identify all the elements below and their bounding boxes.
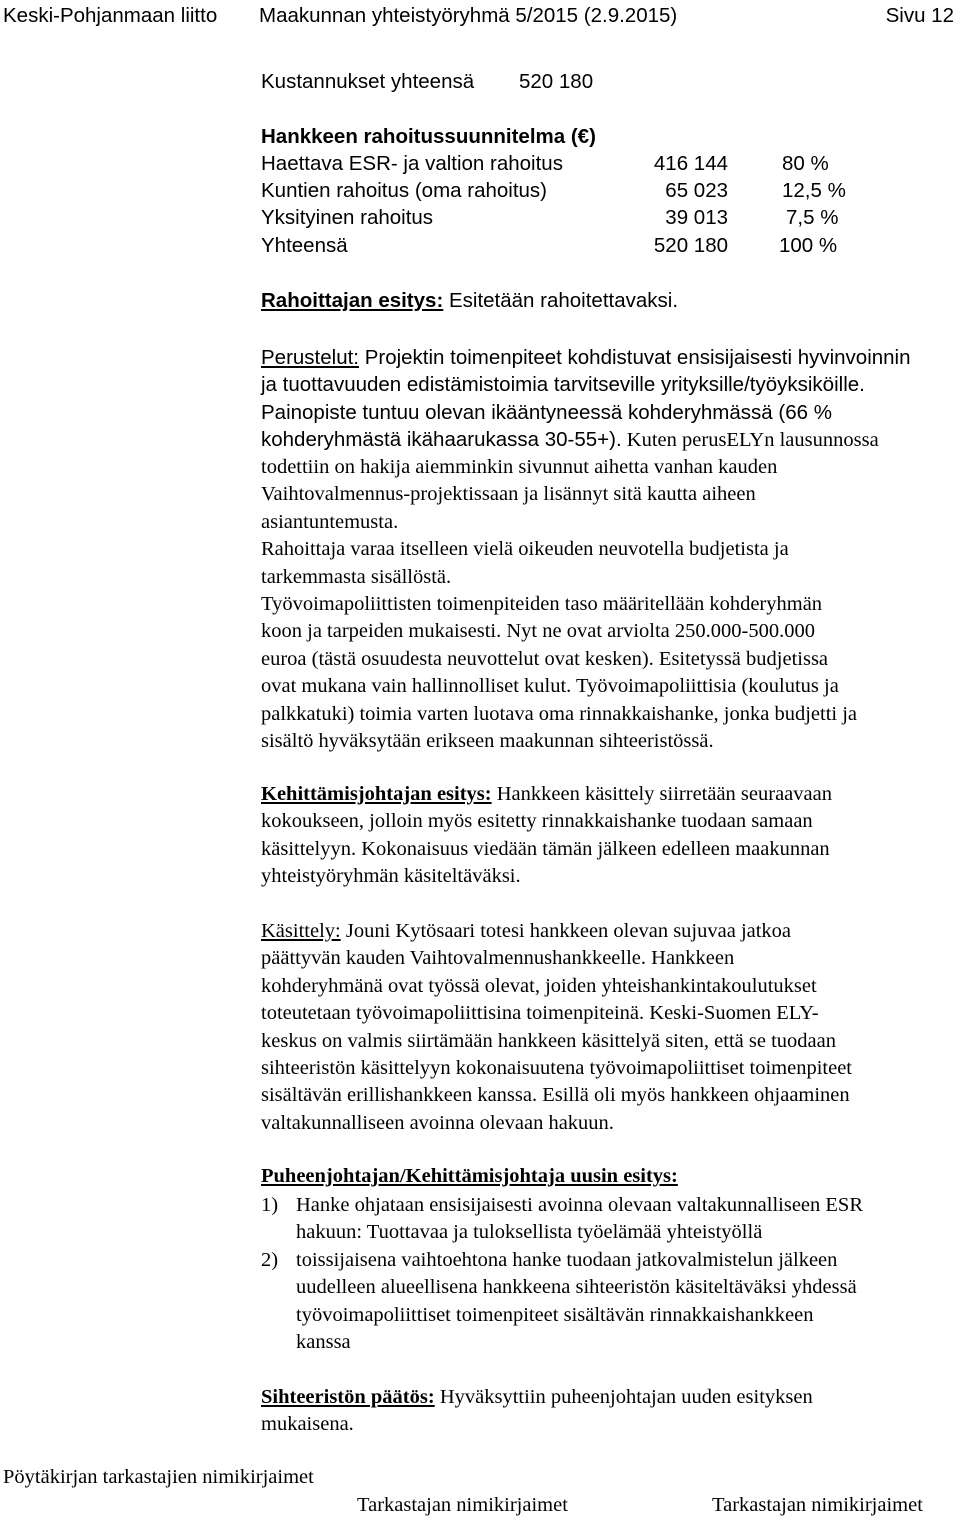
funding-row-label: Yhteensä — [261, 234, 348, 257]
financier-proposal — [261, 289, 678, 313]
decision-line: mukaisena. — [261, 1413, 354, 1436]
rationale-line: euroa (tästä osuudesta neuvottelut ovat kesken). Esitetyssä budjetissa — [261, 647, 829, 670]
director-proposal-line: Hankkeen käsittely siirretään seuraavaan — [491, 783, 832, 805]
funding-row — [261, 206, 861, 233]
rationale-paragraph-serif — [261, 454, 857, 755]
funding-row — [261, 234, 861, 261]
footer-signature-2: Tarkastajan nimikirjaimet — [712, 1494, 923, 1516]
rationale-paragraph — [261, 344, 911, 455]
funding-row-amount: 416 144 — [653, 152, 728, 175]
rationale-line: asiantuntemusta. — [261, 510, 399, 533]
rationale-line: Työvoimapoliittisten toimenpiteiden taso määritellään kohderyhmän — [261, 593, 823, 616]
rationale-heading: Perustelut: — [261, 346, 359, 369]
handling-line: sisältävän erillishankkeen kanssa. Esillä oli myös hankkeen ohjaaminen — [261, 1084, 850, 1107]
financier-proposal-heading: Rahoittajan esitys: — [261, 289, 444, 312]
decision-heading: Sihteeristön päätös: — [261, 1386, 435, 1408]
director-proposal-line: kokoukseen, jolloin myös esitetty rinnakkaishanke tuodaan samaan — [261, 810, 813, 833]
funding-row — [261, 152, 861, 179]
funding-row-label: Yksityinen rahoitus — [261, 206, 434, 229]
rationale-line: palkkatuki) toimia varten luotava oma rinnakkaishanke, jonka budjetti ja — [261, 702, 858, 725]
funding-row-share: 7,5 % — [786, 206, 839, 229]
handling — [261, 918, 852, 1137]
new-proposal-item-line: uudelleen alueellisena hankkeena sihteeristön käsiteltäväksi yhdessä — [296, 1276, 857, 1299]
funding-row-amount: 65 023 — [665, 179, 728, 202]
funding-row-amount: 520 180 — [653, 234, 728, 257]
funding-row-share: 80 % — [782, 152, 829, 175]
rationale-line: Painopiste tuntuu olevan ikääntyneessä kohderyhmässä (66 % — [261, 400, 832, 424]
new-proposal-item-line: työvoimapoliittiset toimenpiteet sisältävän rinnakkaishankkeen — [296, 1303, 814, 1326]
rationale-line: Kuten perusELYn lausunnossa — [621, 429, 879, 452]
header-organization: Keski-Pohjanmaan liitto — [3, 4, 218, 27]
handling-line: toteutetaan työvoimapoliittisina toimenpiteinä. Keski-Suomen ELY- — [261, 1002, 819, 1025]
rationale-line: ja tuottavuuden edistämistoimia tarvitseville yrityksille/työyksiköille. — [261, 373, 865, 397]
handling-line: keskus on valmis siirtämään hankkeen käsittelyä siten, että se tuodaan — [261, 1029, 836, 1052]
costs-label: Kustannukset yhteensä — [261, 70, 475, 93]
new-proposal-item-number: 2) — [261, 1249, 279, 1271]
rationale-line: kohderyhmästä ikähaarukassa 30-55+). — [261, 428, 622, 452]
handling-line: sihteeristön käsittelyyn kokonaisuutena työvoimapoliittiset toimenpiteet — [261, 1057, 852, 1080]
funding-row-share: 12,5 % — [782, 179, 846, 202]
rationale-line: todettiin on hakija aiemminkin sivunnut aihetta vanhan kauden — [261, 456, 778, 478]
handling-line: Jouni Kytösaari totesi hankkeen olevan sujuvaa jatkoa — [340, 920, 792, 942]
director-proposal-line: käsittelyyn. Kokonaisuus viedään tämän jälkeen edelleen maakunnan — [261, 837, 830, 860]
rationale-line: tarkemmasta sisällöstä. — [261, 565, 452, 588]
funding-row-amount: 39 013 — [665, 206, 728, 229]
footer-inspectors-initials: Pöytäkirjan tarkastajien nimikirjaimet — [3, 1466, 314, 1488]
rationale-line: Projektin toimenpiteet kohdistuvat ensisijaisesti hyvinvoinnin — [359, 346, 911, 369]
rationale-line: Rahoittaja varaa itselleen vielä oikeuden neuvotella budjetista ja — [261, 538, 789, 561]
funding-row-share: 100 % — [779, 234, 838, 257]
rationale-line: koon ja tarpeiden mukaisesti. Nyt ne ovat arviolta 250.000-500.000 — [261, 620, 815, 643]
footer-signature-1: Tarkastajan nimikirjaimet — [357, 1494, 568, 1516]
secretariat-decision — [261, 1384, 813, 1439]
funding-row-label: Haettava ESR- ja valtion rahoitus — [261, 152, 563, 175]
handling-heading: Käsittely: — [261, 920, 341, 942]
rationale-line: Vaihtovalmennus-projektissaan ja lisännyt sitä kautta aiheen — [261, 483, 756, 506]
financier-proposal-text: Esitetään rahoitettavaksi. — [443, 289, 679, 312]
funding-row — [261, 179, 861, 206]
handling-line: kohderyhmänä ovat työssä olevat, joiden yhteishankintakoulutukset — [261, 974, 817, 997]
rationale-line: ovat mukana vain hallinnolliset kulut. Työvoimapoliittisia (koulutus ja — [261, 675, 839, 698]
rationale-line: sisältö hyväksytään erikseen maakunnan sihteeristössä. — [261, 730, 714, 753]
decision-line: Hyväksyttiin puheenjohtajan uuden esityksen — [434, 1386, 813, 1408]
handling-line: päättyvän kauden Vaihtovalmennushankkeelle. Hankkeen — [261, 947, 735, 970]
header-meeting: Maakunnan yhteistyöryhmä 5/2015 (2.9.2015) — [259, 4, 678, 27]
new-proposal-item-line: hakuun: Tuottavaa ja tuloksellista työelämää yhteistyöllä — [296, 1221, 763, 1244]
header-page-number: Sivu 12 — [885, 4, 954, 27]
director-proposal-heading: Kehittämisjohtajan esitys: — [261, 783, 492, 805]
handling-line: valtakunnalliseen avoinna olevaan hakuun. — [261, 1111, 614, 1134]
costs-value: 520 180 — [519, 70, 594, 93]
new-proposal-item-line: kanssa — [296, 1331, 351, 1354]
funding-plan-title: Hankkeen rahoitussuunnitelma (€) — [261, 125, 596, 148]
director-proposal — [261, 781, 832, 891]
new-proposal-item-number: 1) — [261, 1194, 279, 1216]
new-proposal-heading: Puheenjohtajan/Kehittämisjohtaja uusin esitys: — [261, 1165, 678, 1187]
director-proposal-line: yhteistyöryhmän käsiteltäväksi. — [261, 865, 521, 888]
new-proposal-item-line: toissijaisena vaihtoehtona hanke tuodaan jatkovalmistelun jälkeen — [296, 1249, 838, 1271]
funding-row-label: Kuntien rahoitus (oma rahoitus) — [261, 179, 548, 202]
new-proposal-item-line: Hanke ohjataan ensisijaisesti avoinna olevaan valtakunnalliseen ESR — [296, 1194, 864, 1216]
